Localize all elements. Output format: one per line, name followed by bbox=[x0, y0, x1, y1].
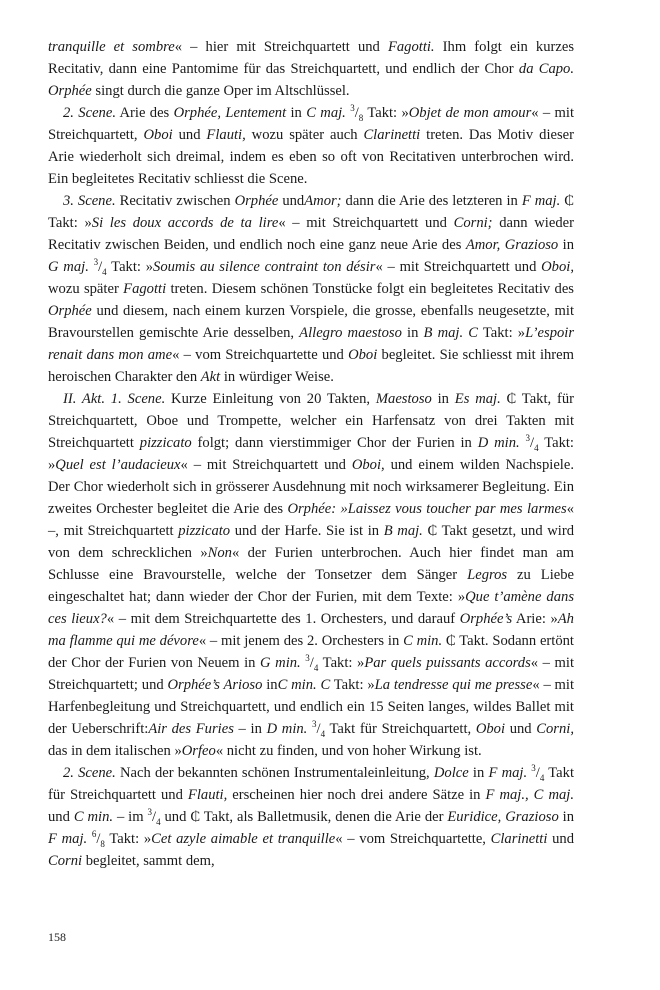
italic-text: Akt bbox=[200, 369, 221, 385]
italic-text: Amor; bbox=[304, 193, 342, 209]
text-run: Recitativ zwischen bbox=[115, 193, 235, 209]
text-run: ₵ Takt, für Streichquartett, Oboe und Trompette, welcher ein Harfensatz von drei Takten mit Streichquartett bbox=[48, 391, 575, 451]
italic-text: F maj. bbox=[488, 765, 528, 781]
page-number: 158 bbox=[48, 930, 66, 944]
italic-text: Orphée bbox=[48, 303, 92, 319]
italic-text: 2. Scene. bbox=[63, 105, 116, 121]
text-run: « – mit Streichquartett und bbox=[180, 457, 352, 473]
italic-text: Si les doux accords de ta lire bbox=[91, 215, 279, 231]
italic-text: Non bbox=[207, 545, 232, 561]
italic-text: pizzicato bbox=[178, 523, 231, 539]
fraction-numerator: 3 bbox=[93, 257, 99, 268]
italic-text: Legros bbox=[467, 567, 508, 583]
text-run: in würdiger Weise. bbox=[220, 369, 334, 385]
italic-text: Orphée: »Laissez vous toucher par mes larmes bbox=[287, 501, 567, 517]
text-run: in bbox=[286, 105, 307, 121]
text-run: ₵ Takt: » bbox=[48, 193, 574, 231]
text-run: dann wieder Recitativ zwischen Beiden, und endlich noch eine ganz neue Arie des bbox=[48, 215, 574, 253]
text-run: und bbox=[48, 809, 74, 825]
text-run: Arie: » bbox=[512, 611, 558, 627]
text-run: « – mit jenem des 2. Orchesters in bbox=[198, 633, 404, 649]
text-run: « – mit Harfenbegleitung und Streichquartett, und endlich ein 15 Seiten langes, wildes Ballet mit der Ueberschrift: bbox=[48, 677, 575, 737]
italic-text: Flauti, bbox=[206, 127, 246, 143]
text-run: in bbox=[401, 325, 424, 341]
italic-text: B maj. C bbox=[423, 325, 478, 341]
text-run: in bbox=[558, 237, 574, 253]
text-run: und diesem, nach einem kurzen Vorspiele, die grosse, ebenfalls neugesetzte, mit Bravourstellen gemischte Arie desselben, bbox=[48, 303, 574, 341]
text-run: « – mit Streichquartett; und bbox=[48, 655, 575, 693]
fraction-numerator: 3 bbox=[525, 433, 531, 444]
text-run: Takt: » bbox=[330, 677, 375, 693]
italic-text: Allegro maestoso bbox=[299, 325, 402, 341]
fraction-numerator: 6 bbox=[91, 829, 97, 840]
text-run: begleitet, sammt dem, bbox=[82, 853, 215, 869]
paragraph bbox=[48, 762, 574, 872]
paragraph bbox=[48, 388, 574, 762]
italic-text: Dolce bbox=[433, 765, 469, 781]
text-run: treten. Das Motiv dieser Arie wiederholt sich dreimal, indem es eben so oft von Recitativen unterbrochen wird. Ein begleitetes Recitativ schliesst die Scene. bbox=[48, 127, 574, 187]
fraction-numerator: 3 bbox=[147, 807, 153, 818]
italic-text: Quel est l’audacieux bbox=[55, 457, 181, 473]
text-run: Takt für Streichquartett, bbox=[325, 721, 476, 737]
text-run: erscheinen hier noch drei andere Sätze in bbox=[227, 787, 486, 803]
text-run: « – mit dem Streichquartette des 1. Orchesters, und darauf bbox=[106, 611, 460, 627]
text-run: in bbox=[468, 765, 489, 781]
text-run: « nicht zu finden, und von hoher Wirkung ist. bbox=[215, 743, 482, 759]
text-run: folgt; dann vierstimmiger Chor der Furien in bbox=[191, 435, 478, 451]
text-run: Takt: » bbox=[478, 325, 526, 341]
italic-text: Oboi bbox=[348, 347, 378, 363]
text-run: / bbox=[530, 435, 535, 451]
paragraph bbox=[48, 102, 574, 190]
text-run: « – mit Streichquartett, bbox=[48, 105, 574, 143]
text-run: / bbox=[316, 721, 321, 737]
italic-text: C maj. bbox=[306, 105, 346, 121]
fraction-numerator: 3 bbox=[350, 103, 355, 114]
text-run: und bbox=[278, 193, 305, 209]
italic-text: Orphée’s bbox=[459, 611, 513, 627]
italic-text: 3. Scene. bbox=[63, 193, 116, 209]
italic-text: Flauti, bbox=[187, 787, 228, 803]
body-text bbox=[48, 36, 574, 872]
italic-text: Clarinetti bbox=[363, 127, 421, 143]
text-run: begleitet. Sie schliesst mit ihrem heroischen Charakter den bbox=[48, 347, 574, 385]
text-run: wozu später auch bbox=[245, 127, 364, 143]
italic-text: D min. bbox=[266, 721, 308, 737]
text-run: treten. Diesem schönen Tonstücke folgt ein begleitetes Recitativ des bbox=[166, 281, 574, 297]
text-run: – in bbox=[233, 721, 267, 737]
italic-text: C min. bbox=[73, 809, 114, 825]
italic-text: Fagotti. bbox=[387, 39, 435, 55]
italic-text: Euridice, Grazioso bbox=[447, 809, 559, 825]
italic-text: Par quels puissants accords bbox=[364, 655, 531, 671]
italic-text: Corni, bbox=[536, 721, 574, 737]
text-run: in bbox=[262, 677, 278, 693]
italic-text: Oboi bbox=[143, 127, 173, 143]
fraction-numerator: 3 bbox=[312, 719, 317, 730]
italic-text: C min. bbox=[403, 633, 443, 649]
text-run: und der Harfe. Sie ist in bbox=[230, 523, 384, 539]
fraction-denominator: 4 bbox=[534, 442, 539, 453]
text-run: und bbox=[505, 721, 537, 737]
text-run: / bbox=[152, 809, 157, 825]
fraction-denominator: 4 bbox=[156, 816, 161, 827]
italic-text: Soumis au silence contraint ton désir bbox=[153, 259, 376, 275]
fraction-denominator: 4 bbox=[539, 772, 545, 783]
fraction-denominator: 4 bbox=[102, 266, 107, 277]
fraction-numerator: 3 bbox=[305, 653, 310, 664]
italic-text: F maj. bbox=[48, 831, 88, 847]
italic-text: D min. bbox=[477, 435, 520, 451]
text-run: Ihm folgt ein kurzes Recitativ, dann eine Pantomime für das Streichquartett, und endlich der Chor bbox=[48, 39, 574, 77]
text-run: / bbox=[354, 105, 359, 121]
italic-text: Corni; bbox=[453, 215, 493, 231]
text-run: « –, mit Streichquartett bbox=[48, 501, 574, 539]
italic-text: Orphée’s Arioso bbox=[167, 677, 263, 693]
italic-text: tranquille et sombre bbox=[48, 39, 175, 55]
fraction-denominator: 8 bbox=[358, 112, 364, 123]
italic-text: 2. Scene. bbox=[63, 765, 116, 781]
text-run: « – vom Streichquartette, bbox=[335, 831, 491, 847]
italic-text: Clarinetti bbox=[490, 831, 548, 847]
text-run: Nach der bekannten schönen Instrumentaleinleitung, bbox=[115, 765, 434, 781]
text-run: « – hier mit Streichquartett und bbox=[174, 39, 388, 55]
text-run: das in dem italischen » bbox=[48, 743, 182, 759]
text-run: « der Furien unterbrochen. Auch hier findet man am Schlusse eine Bravourstelle, welche der Tonsetzer dem Sänger bbox=[48, 545, 574, 583]
italic-text: Corni bbox=[48, 853, 83, 869]
text-run: ₵ Takt gesetzt, und wird von dem schrecklichen » bbox=[48, 523, 574, 561]
italic-text: Objet de mon amour bbox=[408, 105, 532, 121]
italic-text: F maj. bbox=[521, 193, 561, 209]
text-run: und ₵ Takt, als Balletmusik, denen die Arie der bbox=[160, 809, 448, 825]
italic-text: Es maj. bbox=[454, 391, 501, 407]
text-run: und einem wilden Nachspiele. Der Chor wiederholt sich in grösserer Ausdehnung mit noch wirksamerer Begleitung. Ein zweites Orchester begleitet die Arie des bbox=[48, 457, 574, 517]
text-run: ₵ Takt. Sodann ertönt der Chor der Furien von Neuem in bbox=[48, 633, 574, 671]
italic-text: L’espoir renait dans mon ame bbox=[48, 325, 575, 363]
italic-text: F maj., C maj. bbox=[485, 787, 574, 803]
fraction-denominator: 8 bbox=[100, 838, 105, 849]
fraction-numerator: 3 bbox=[531, 763, 536, 774]
text-run: Takt: » bbox=[48, 435, 574, 473]
italic-text: Que t’amène dans ces lieux? bbox=[48, 589, 574, 627]
italic-text: Air des Furies bbox=[148, 721, 234, 737]
italic-text: C min. C bbox=[277, 677, 331, 693]
text-run: und bbox=[547, 831, 574, 847]
italic-text: B maj. bbox=[383, 523, 423, 539]
text-run: – im bbox=[113, 809, 148, 825]
text-run: zu Liebe eingeschaltet hat; dann wieder der Chor der Furien, mit dem Texte: » bbox=[48, 567, 574, 605]
text-run: und bbox=[172, 127, 207, 143]
italic-text: G min. bbox=[260, 655, 301, 671]
text-run: in bbox=[558, 809, 575, 825]
text-run: « – mit Streichquartett und bbox=[278, 215, 454, 231]
text-run: dann die Arie des letzteren in bbox=[341, 193, 522, 209]
text-run: Takt: » bbox=[363, 105, 409, 121]
italic-text: Orphée bbox=[234, 193, 279, 209]
fraction-denominator: 4 bbox=[320, 728, 326, 739]
text-run: « – vom Streichquartette und bbox=[172, 347, 349, 363]
italic-text: G maj. bbox=[48, 259, 89, 275]
italic-text: Cet azyle aimable et tranquille bbox=[151, 831, 336, 847]
italic-text: da Capo. Orphée bbox=[48, 61, 574, 99]
text-run: / bbox=[96, 831, 101, 847]
text-run: Kurze Einleitung von 20 Takten, bbox=[165, 391, 376, 407]
paragraph bbox=[48, 36, 574, 102]
italic-text: Ah ma flamme qui me dévore bbox=[48, 611, 574, 649]
text-run: Takt für Streichquartett und bbox=[48, 765, 574, 803]
text-run: singt durch die ganze Oper im Altschlüssel. bbox=[91, 83, 350, 99]
italic-text: Fagotti bbox=[123, 281, 167, 297]
text-run: Takt: » bbox=[106, 259, 154, 275]
text-run: / bbox=[535, 765, 540, 781]
text-run: in bbox=[431, 391, 455, 407]
italic-text: Maestoso bbox=[375, 391, 432, 407]
text-run: « – mit Streichquartett und bbox=[375, 259, 542, 275]
text-run: Takt: » bbox=[104, 831, 152, 847]
text-run: wozu später bbox=[48, 281, 124, 297]
italic-text: La tendresse qui me presse bbox=[374, 677, 533, 693]
italic-text: Orfeo bbox=[181, 743, 216, 759]
text-run: Arie des bbox=[115, 105, 174, 121]
italic-text: Oboi, bbox=[351, 457, 385, 473]
italic-text: Oboi bbox=[475, 721, 506, 737]
italic-text: Amor, Grazioso bbox=[465, 237, 559, 253]
italic-text: pizzicato bbox=[139, 435, 192, 451]
text-run: / bbox=[309, 655, 314, 671]
fraction-denominator: 4 bbox=[313, 662, 319, 673]
italic-text: II. Akt. 1. Scene. bbox=[63, 391, 166, 407]
italic-text: Orphée, Lentement bbox=[173, 105, 287, 121]
paragraph bbox=[48, 190, 574, 388]
text-run: Takt: » bbox=[318, 655, 365, 671]
text-run: / bbox=[98, 259, 103, 275]
italic-text: Oboi, bbox=[541, 259, 574, 275]
